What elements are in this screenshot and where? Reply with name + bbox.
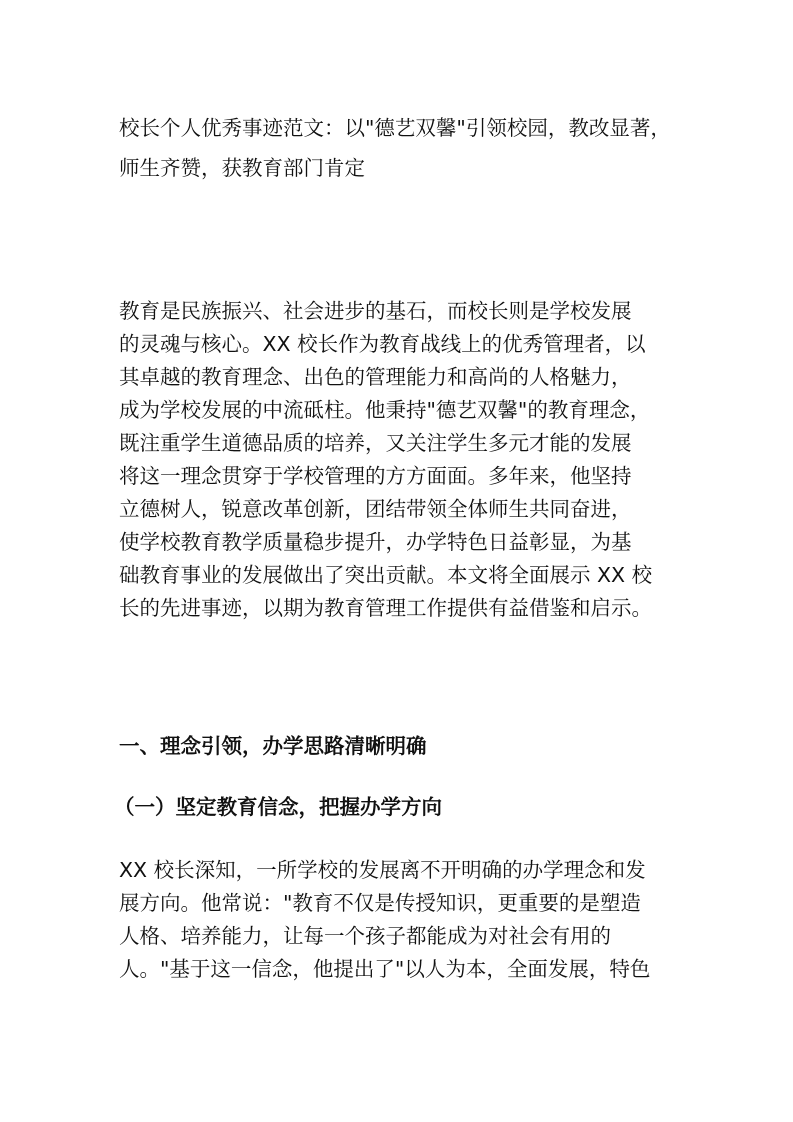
intro-line-9: 础教育事业的发展做出了突出贡献。本文将全面展示 XX 校 [119, 563, 653, 587]
subsection-1-line-2: 展方向。他常说："教育不仅是传授知识，更重要的是塑造 [119, 891, 641, 915]
intro-line-7: 立德树人，锐意改革创新，团结带领全体师生共同奋进， [119, 497, 632, 521]
intro-line-6: 将这一理念贯穿于学校管理的方方面面。多年来，他坚持 [119, 464, 632, 488]
subsection-1-line-1: XX 校长深知，一所学校的发展离不开明确的办学理念和发 [119, 858, 646, 882]
intro-line-10: 长的先进事迹，以期为教育管理工作提供有益借鉴和启示。 [119, 596, 652, 620]
intro-line-3: 其卓越的教育理念、出色的管理能力和高尚的人格魅力， [119, 365, 632, 389]
subsection-1-line-4: 人。"基于这一信念，他提出了"以人为本，全面发展，特色 [119, 957, 651, 981]
intro-line-8: 使学校教育教学质量稳步提升，办学特色日益彰显，为基 [119, 530, 632, 554]
document-title-line-1: 校长个人优秀事迹范文：以"德艺双馨"引领校园，教改显著， [119, 116, 671, 140]
intro-line-4: 成为学校发展的中流砥柱。他秉持"德艺双馨"的教育理念， [119, 398, 651, 422]
subsection-1-line-3: 人格、培养能力，让每一个孩子都能成为对社会有用的 [119, 924, 611, 948]
document-title-line-2: 师生齐赞，获教育部门肯定 [119, 156, 365, 180]
intro-line-5: 既注重学生道德品质的培养，又关注学生多元才能的发展 [119, 431, 632, 455]
intro-line-2: 的灵魂与核心。XX 校长作为教育战线上的优秀管理者，以 [119, 332, 646, 356]
intro-line-1: 教育是民族振兴、社会进步的基石，而校长则是学校发展 [119, 299, 632, 323]
section-1-heading: 一、理念引领，办学思路清晰明确 [119, 734, 427, 758]
subsection-1-heading: （一）坚定教育信念，把握办学方向 [114, 795, 442, 819]
